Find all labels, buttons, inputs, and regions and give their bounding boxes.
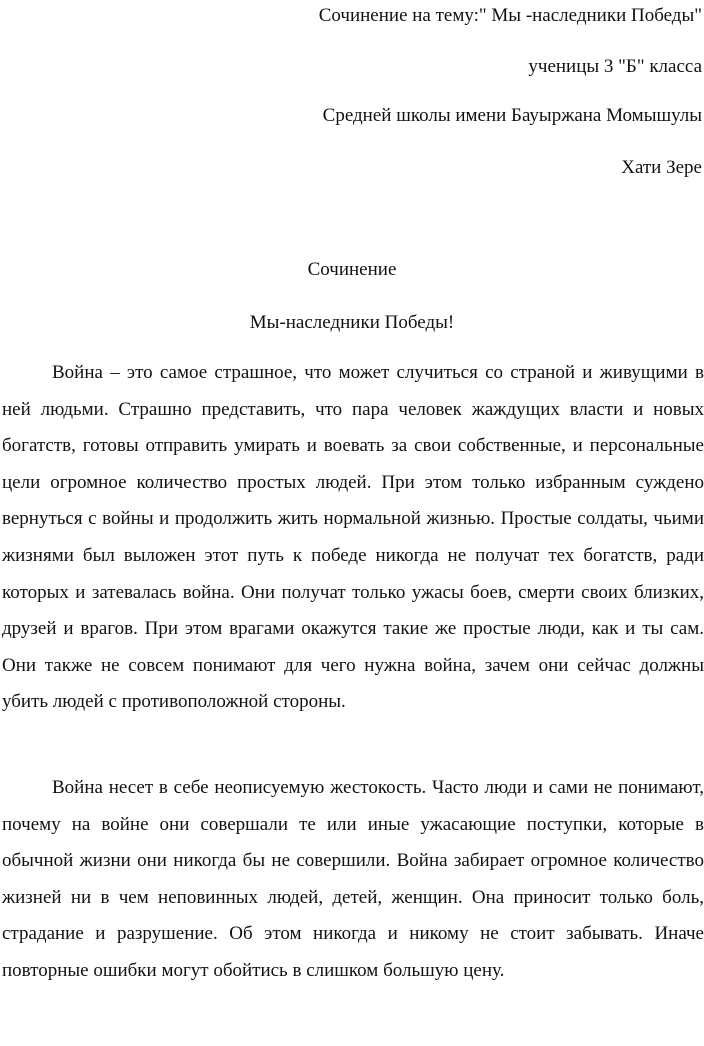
essay-label: Сочинение xyxy=(307,259,397,280)
school-name-line: Средней школы имени Бауыржана Момышулы xyxy=(322,105,702,126)
essay-topic-line: Сочинение на тему:" Мы -наследники Победы" xyxy=(318,5,702,26)
essay-title: Мы-наследники Победы! xyxy=(249,312,455,333)
body-paragraph-1: Война – это самое страшное, что может случиться со страной и живущими в ней людьми. Страшно представить, что пара человек жаждущих власти и новых богатств, готовы отправить умирать и воевать за свои собственные, и персональные цели огромное количество простых людей. При этом только избранным суждено вернуться с войны и продолжить жить нормальной жизнью. Простые солдаты, чьими жизнями был выложен этот путь к победе никогда не получат тех богатств, ради которых и затевалась война. Они получат только ужасы боев, смерти своих близких, друзей и врагов. При этом врагами окажутся такие же простые люди, как и ты сам. Они также не совсем понимают для чего нужна война, зачем они сейчас должны убить людей с противоположной стороны. xyxy=(2,362,704,713)
author-name-line: Хати Зере xyxy=(621,157,702,178)
body-paragraph-2: Война несет в себе неописуемую жестокость. Часто люди и сами не понимают, почему на войне они совершали те или иные ужасающие поступки, которые в обычной жизни они никогда бы не совершили. Война забирает огромное количество жизней ни в чем неповинных людей, детей, женщин. Она приносит только боль, страдание и разрушение. Об этом никогда и никому не стоит забывать. Иначе повторные ошибки могут обойтись в слишком большую цену. xyxy=(2,777,704,981)
student-class-line: ученицы 3 "Б" класса xyxy=(528,56,702,77)
